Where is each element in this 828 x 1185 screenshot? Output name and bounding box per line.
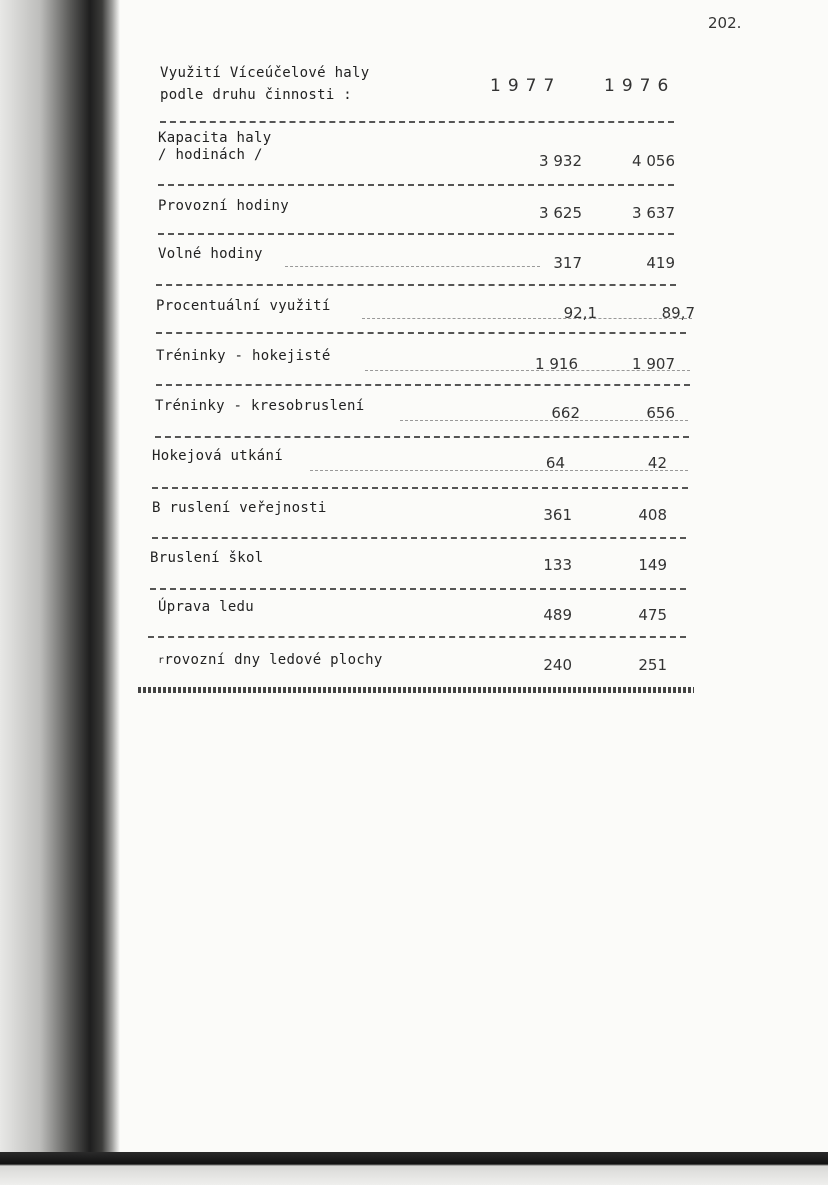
row-divider <box>150 588 686 590</box>
row-divider <box>148 636 686 638</box>
row-label-hockey-training: Tréninky - hokejisté <box>156 348 331 364</box>
row-label-public-skating: B ruslení veřejnosti <box>152 500 327 516</box>
header-line-2: podle druhu činnosti : <box>160 87 353 103</box>
row-label-hockey-matches: Hokejová utkání <box>152 448 283 464</box>
leader-dots <box>285 266 540 267</box>
value-1976: 408 <box>638 506 667 524</box>
row-label-ice-operating-days: $^r$rovozní dny ledové plochy <box>158 652 383 668</box>
value-1977: 64 <box>545 454 565 472</box>
value-1976: 4 056 <box>632 152 675 170</box>
value-1977: 317 <box>553 254 582 272</box>
row-label-capacity: Kapacita haly / hodinách / <box>158 130 272 163</box>
table-header <box>160 62 370 106</box>
row-label-utilization-percent: Procentuální využití <box>156 298 331 314</box>
column-header-1976: 1976 <box>604 76 676 96</box>
row-label-free-hours: Volné hodiny <box>158 246 263 262</box>
value-1977: 240 <box>543 656 572 674</box>
table-end-rule <box>138 687 694 693</box>
row-divider <box>152 487 688 489</box>
value-1976: 656 <box>646 404 675 422</box>
value-1976: 419 <box>646 254 675 272</box>
value-1976: 149 <box>638 556 667 574</box>
row-divider <box>156 332 686 334</box>
row-divider <box>158 233 674 235</box>
row-divider <box>156 384 690 386</box>
value-1977: 3 625 <box>539 204 582 222</box>
value-1976: 89,7 <box>661 304 695 322</box>
row-label-operating-hours: Provozní hodiny <box>158 198 289 214</box>
row-label-ice-maintenance: Úprava ledu <box>158 599 255 615</box>
value-1976: 475 <box>638 606 667 624</box>
value-1977: 3 932 <box>539 152 582 170</box>
row-divider <box>155 436 689 438</box>
header-divider <box>160 121 674 123</box>
value-1977: 361 <box>543 506 572 524</box>
value-1977: 1 916 <box>535 355 578 373</box>
page-number: 202. <box>708 14 742 32</box>
header-line-1: Využití Víceúčelové haly <box>160 65 370 81</box>
row-label-figure-skating-training: Tréninky - kresobruslení <box>155 398 365 414</box>
value-1977: 662 <box>551 404 580 422</box>
value-1976: 251 <box>638 656 667 674</box>
row-label-school-skating: Bruslení škol <box>150 550 264 566</box>
row-divider <box>158 184 674 186</box>
value-1976: 42 <box>647 454 667 472</box>
value-1977: 133 <box>543 556 572 574</box>
value-1976: 3 637 <box>632 204 675 222</box>
value-1976: 1 907 <box>632 355 675 373</box>
value-1977: 92,1 <box>563 304 597 322</box>
row-divider <box>156 284 676 286</box>
value-1977: 489 <box>543 606 572 624</box>
column-header-1977: 1977 <box>490 76 562 96</box>
row-divider <box>152 537 686 539</box>
